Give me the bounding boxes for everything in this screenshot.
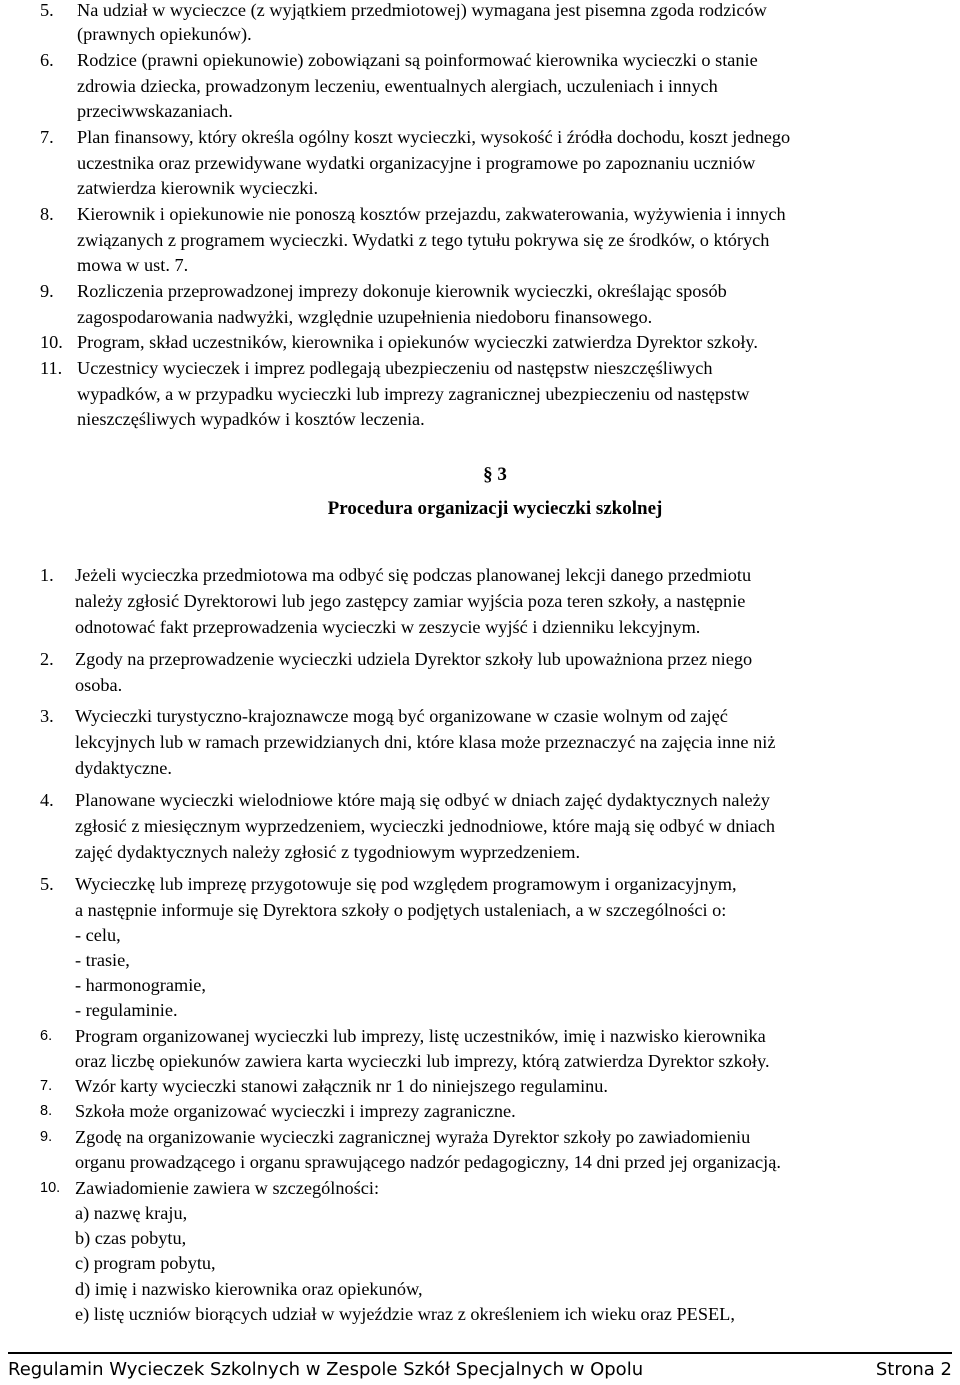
- item-text: oraz liczbę opiekunów zawiera karta wycieczki lub imprezy, którą zatwierdza Dyrektor szkoły.: [75, 1051, 770, 1071]
- item-number: 9.: [40, 1129, 53, 1145]
- item-text: Wzór karty wycieczki stanowi załącznik nr 1 do niniejszego regulaminu.: [75, 1076, 609, 1096]
- item-text: należy zgłosić Dyrektorowi lub jego zastępcy zamiar wyjścia poza teren szkoły, a następnie: [75, 591, 746, 611]
- item-text: osoba.: [75, 675, 123, 695]
- item-text: Rozliczenia przeprowadzonej imprezy dokonuje kierownik wycieczki, określając sposób: [77, 281, 727, 301]
- item-text: zdrowia dziecka, prowadzonym leczeniu, ewentualnych alergiach, uczuleniach i innych: [77, 76, 718, 96]
- sub-item: - celu,: [75, 925, 121, 945]
- item-text: Planowane wycieczki wielodniowe które mają się odbyć w dniach zajęć dydaktycznych należy: [75, 790, 770, 810]
- item-number: 7.: [40, 127, 54, 147]
- footer-title: Regulamin Wycieczek Szkolnych w Zespole Szkół Specjalnych w Opolu: [8, 1359, 644, 1380]
- item-text: organu prowadzącego i organu sprawującego nadzór pedagogiczny, 14 dni przed jej organizacją.: [75, 1152, 781, 1172]
- item-text: Program organizowanej wycieczki lub imprezy, listę uczestników, imię i nazwisko kierownika: [75, 1026, 766, 1046]
- item-number: 8.: [40, 1103, 53, 1119]
- item-number: 1.: [40, 565, 54, 585]
- item-number: 4.: [40, 790, 54, 810]
- item-text: Na udział w wycieczce (z wyjątkiem przedmiotowej) wymagana jest pisemna zgoda rodziców: [77, 0, 767, 20]
- item-text: Zawiadomienie zawiera w szczególności:: [75, 1178, 380, 1198]
- item-text: zatwierdza kierownik wycieczki.: [77, 178, 319, 198]
- item-number: 7.: [40, 1078, 53, 1094]
- footer-divider: [8, 1352, 952, 1354]
- sub-item: e) listę uczniów biorących udział w wyjeździe wraz z określeniem ich wieku oraz PESEL,: [75, 1304, 735, 1324]
- section-title: Procedura organizacji wycieczki szkolnej: [327, 498, 663, 519]
- item-text: Uczestnicy wycieczek i imprez podlegają ubezpieczeniu od następstw nieszczęśliwych: [77, 358, 713, 378]
- item-text: odnotować fakt przeprowadzenia wycieczki w zeszycie wyjść i dzienniku lekcyjnym.: [75, 617, 701, 637]
- item-text: Plan finansowy, który określa ogólny koszt wycieczki, wysokość i źródła dochodu, koszt jednego: [77, 127, 791, 147]
- item-text: Kierownik i opiekunowie nie ponoszą kosztów przejazdu, zakwaterowania, wyżywienia i innych: [77, 204, 786, 224]
- item-number: 5.: [40, 874, 54, 894]
- item-text: a następnie informuje się Dyrektora szkoły o podjętych ustaleniach, a w szczególności o:: [75, 900, 727, 920]
- item-text: Zgodę na organizowanie wycieczki zagranicznej wyraża Dyrektor szkoły po zawiadomieniu: [75, 1127, 751, 1147]
- sub-item: b) czas pobytu,: [75, 1228, 187, 1248]
- item-text: zgłosić z miesięcznym wyprzedzeniem, wycieczki jednodniowe, które mają się odbyć w dniach: [75, 816, 776, 836]
- sub-item: d) imię i nazwisko kierownika oraz opiekunów,: [75, 1279, 423, 1299]
- item-text: związanych z programem wycieczki. Wydatki z tego tytułu pokrywa się ze środków, o których: [77, 230, 770, 250]
- item-number: 5.: [40, 0, 54, 20]
- item-text: Zgody na przeprowadzenie wycieczki udziela Dyrektor szkoły lub upoważniona przez niego: [75, 649, 753, 669]
- sub-item: - regulaminie.: [75, 1000, 178, 1020]
- item-text: zagospodarowania nadwyżki, względnie uzupełnienia niedoboru finansowego.: [77, 307, 653, 327]
- item-text: uczestnika oraz przewidywane wydatki organizacyjne i programowe po zapoznaniu uczniów: [77, 153, 756, 173]
- item-number: 6.: [40, 1028, 53, 1044]
- page-footer: [8, 1355, 952, 1385]
- sub-item: c) program pobytu,: [75, 1253, 216, 1273]
- item-text: Wycieczki turystyczno-krajoznawcze mogą być organizowane w czasie wolnym od zajęć: [75, 706, 728, 726]
- item-text: przeciwwskazaniach.: [77, 101, 233, 121]
- item-text: dydaktyczne.: [75, 758, 172, 778]
- sub-item: - harmonogramie,: [75, 975, 206, 995]
- item-number: 10.: [40, 1180, 61, 1196]
- item-number: 11.: [40, 358, 63, 378]
- item-text: zajęć dydaktycznych należy zgłosić z tygodniowym wyprzedzeniem.: [75, 842, 581, 862]
- item-number: 2.: [40, 649, 54, 669]
- section-number: § 3: [483, 464, 507, 485]
- sub-item: a) nazwę kraju,: [75, 1203, 188, 1223]
- item-text: Program, skład uczestników, kierownika i opiekunów wycieczki zatwierdza Dyrektor szkoły.: [77, 332, 758, 352]
- item-number: 9.: [40, 281, 54, 301]
- item-text: Rodzice (prawni opiekunowie) zobowiązani są poinformować kierownika wycieczki o stanie: [77, 50, 758, 70]
- item-text: mowa w ust. 7.: [77, 255, 189, 275]
- item-number: 3.: [40, 706, 54, 726]
- item-number: 10.: [40, 332, 63, 352]
- page-number: Strona 2: [875, 1359, 952, 1380]
- sub-item: - trasie,: [75, 950, 130, 970]
- item-text: Jeżeli wycieczka przedmiotowa ma odbyć się podczas planowanej lekcji danego przedmiotu: [75, 565, 752, 585]
- item-text: lekcyjnych lub w ramach przewidzianych dni, które klasa może przeznaczyć na zajęcia inne niż: [75, 732, 776, 752]
- item-text: (prawnych opiekunów).: [77, 24, 252, 44]
- item-number: 8.: [40, 204, 54, 224]
- item-text: Wycieczkę lub imprezę przygotowuje się pod względem programowym i organizacyjnym,: [75, 874, 737, 894]
- item-number: 6.: [40, 50, 54, 70]
- item-text: Szkoła może organizować wycieczki i imprezy zagraniczne.: [75, 1101, 516, 1121]
- item-text: wypadków, a w przypadku wycieczki lub imprezy zagranicznej ubezpieczeniu od następstw: [77, 384, 750, 404]
- item-text: nieszczęśliwych wypadków i kosztów leczenia.: [77, 409, 425, 429]
